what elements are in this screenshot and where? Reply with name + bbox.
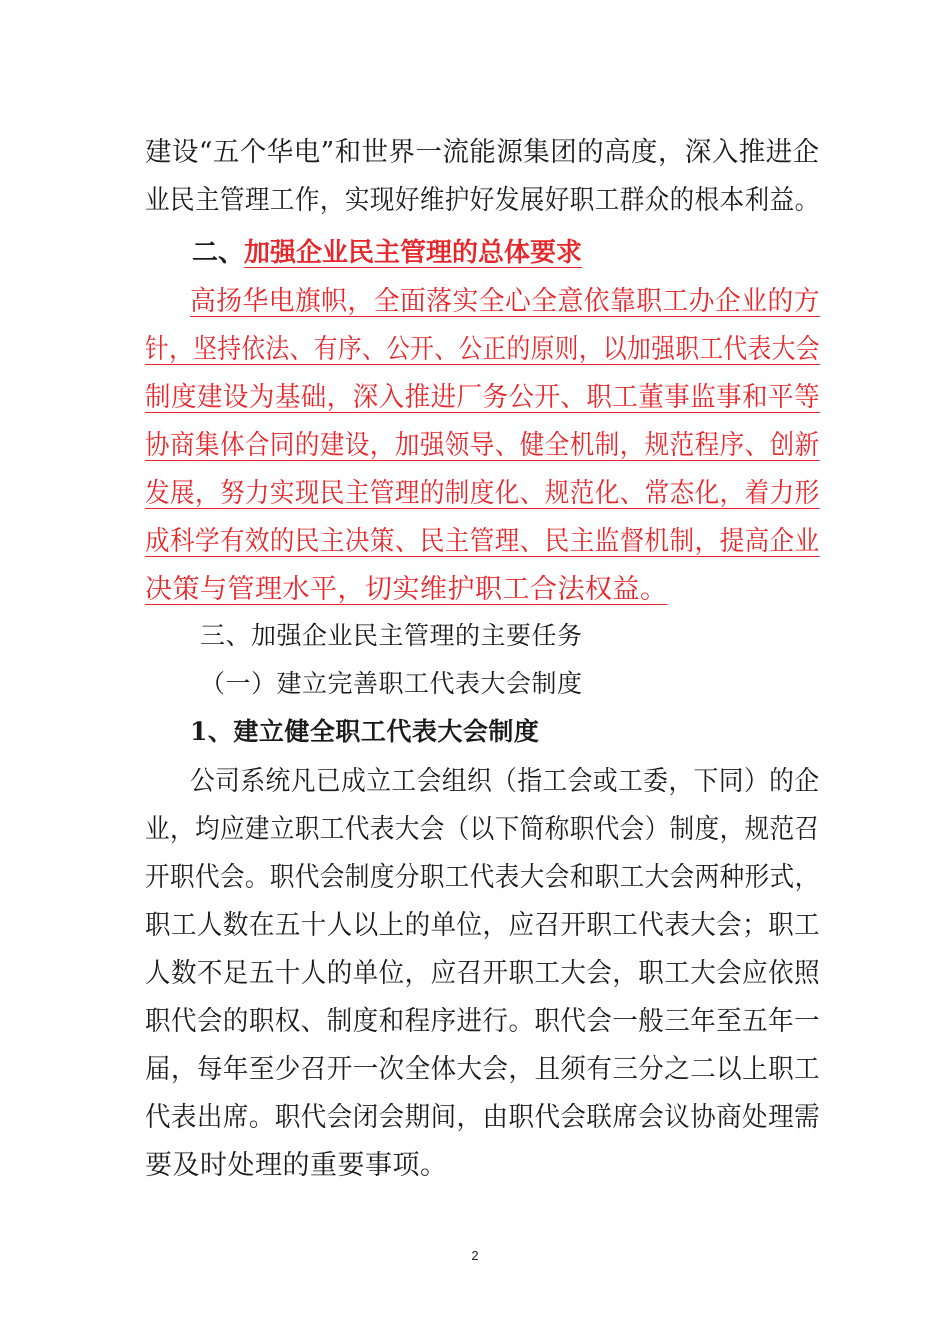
section-two-line-4: 协商集体合同的建设，加强领导、健全机制，规范程序、创新 — [145, 430, 820, 461]
body-line-7: 届，每年至少召开一次全体大会，且须有三分之二以上职工 — [145, 1054, 821, 1085]
section-two-line-6: 成科学有效的民主决策、民主管理、民主监督机制，提高企业 — [145, 526, 820, 557]
body-line-8: 代表出席。职代会闭会期间，由职代会联席会议协商处理需 — [145, 1102, 821, 1133]
intro-line-1: 建设“五个华电”和世界一流能源集团的高度，深入推进企 — [145, 137, 820, 168]
intro-line-2: 业民主管理工作，实现好维护好发展好职工群众的根本利益。 — [145, 185, 820, 216]
section-two-line-7: 决策与管理水平，切实维护职工合法权益。 — [145, 574, 668, 605]
section-two-heading — [192, 237, 582, 269]
body-line-1: 公司系统凡已成立工会组织（指工会或工委，下同）的企 — [190, 766, 820, 797]
body-line-5: 人数不足五十人的单位，应召开职工大会，职工大会应依照 — [145, 958, 821, 989]
page-number: 2 — [471, 1248, 479, 1263]
subsection-one-heading: （一）建立完善职工代表大会制度 — [200, 669, 583, 698]
section-two-line-3: 制度建设为基础，深入推进厂务公开、职工董事监事和平等 — [145, 382, 821, 413]
section-two-line-1: 高扬华电旗帜，全面落实全心全意依靠职工办企业的方 — [190, 286, 820, 317]
body-line-9: 要及时处理的重要事项。 — [145, 1150, 448, 1181]
body-line-4: 职工人数在五十人以上的单位，应召开职工代表大会；职工 — [145, 910, 821, 941]
section-two-title: 加强企业民主管理的总体要求 — [244, 238, 583, 268]
body-line-3: 开职代会。职代会制度分职工代表大会和职工大会两种形式， — [145, 862, 820, 893]
section-three-heading: 三、加强企业民主管理的主要任务 — [200, 621, 583, 650]
body-line-6: 职代会的职权、制度和程序进行。职代会一般三年至五年一 — [145, 1006, 821, 1037]
body-line-2: 业，均应建立职工代表大会（以下简称职代会）制度，规范召 — [145, 814, 820, 845]
section-two-line-2: 针，坚持依法、有序、公开、公正的原则，以加强职工代表大会 — [145, 334, 820, 365]
section-two-line-5: 发展，努力实现民主管理的制度化、规范化、常态化，着力形 — [145, 478, 820, 509]
section-two-number: 二、 — [192, 238, 245, 268]
item-one-heading: 1、建立健全职工代表大会制度 — [190, 717, 540, 746]
